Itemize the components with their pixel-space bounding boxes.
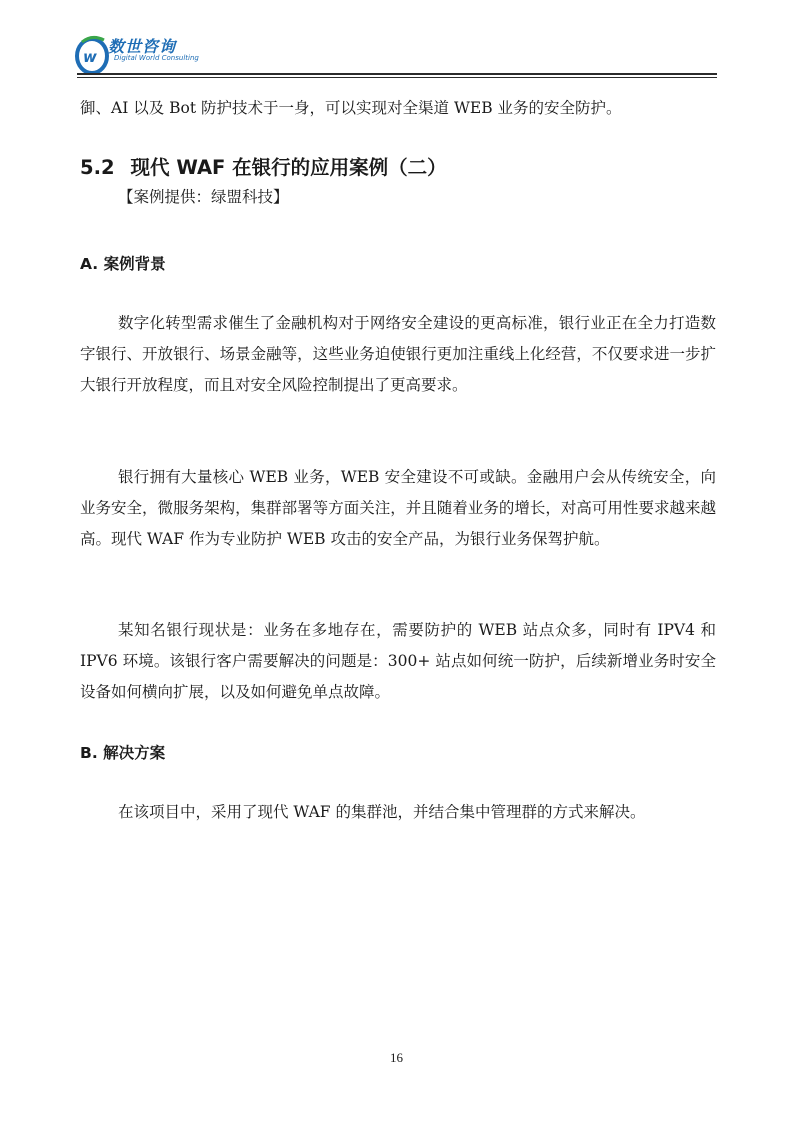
background-paragraph-1: 数字化转型需求催生了金融机构对于网络安全建设的更高标准，银行业正在全力打造数字银行、开放银行、场景金融等，这些业务迫使银行更加注重线上化经营，不仅要求进一步扩大银行开放程度，而且对安全风险控制提出了更高要求。: [80, 314, 716, 394]
header-rule-thick: [77, 73, 717, 75]
background-heading: A. 案例背景: [80, 255, 166, 273]
solution-paragraph: 在该项目中，采用了现代 WAF 的集群池，并结合集中管理群的方式来解决。: [118, 803, 646, 821]
background-paragraph-3: 某知名银行现状是：业务在多地存在，需要防护的 WEB 站点众多，同时有 IPV4 和 IPV6 环境。该银行客户需要解决的问题是：300+ 站点如何统一防护，后续新增业务时安全设备如何横向扩展，以及如何避免单点故障。: [80, 621, 716, 701]
section-title: 现代 WAF 在银行的应用案例（二）: [130, 156, 447, 179]
logo-english-name: Digital World Consulting: [114, 54, 199, 62]
svg-text:w: w: [83, 48, 97, 66]
page-header: [0, 0, 793, 80]
logo-chinese-name: 数世咨询: [108, 37, 177, 56]
page-number: 16: [390, 1050, 403, 1065]
header-rule-thin: [77, 77, 717, 78]
section-heading: [80, 152, 447, 180]
section-number: 5.2: [80, 156, 115, 179]
solution-heading: B. 解决方案: [80, 744, 166, 762]
background-paragraph-2: 银行拥有大量核心 WEB 业务，WEB 安全建设不可或缺。金融用户会从传统安全，向业务安全，微服务架构，集群部署等方面关注，并且随着业务的增长，对高可用性要求越来越高。现代 WAF 作为专业防护 WEB 攻击的安全产品，为银行业务保驾护航。: [80, 468, 716, 548]
company-logo: [74, 32, 199, 78]
continuation-paragraph: 御、AI 以及 Bot 防护技术于一身，可以实现对全渠道 WEB 业务的安全防护。: [80, 99, 622, 117]
case-provider: 【案例提供：绿盟科技】: [118, 188, 289, 206]
